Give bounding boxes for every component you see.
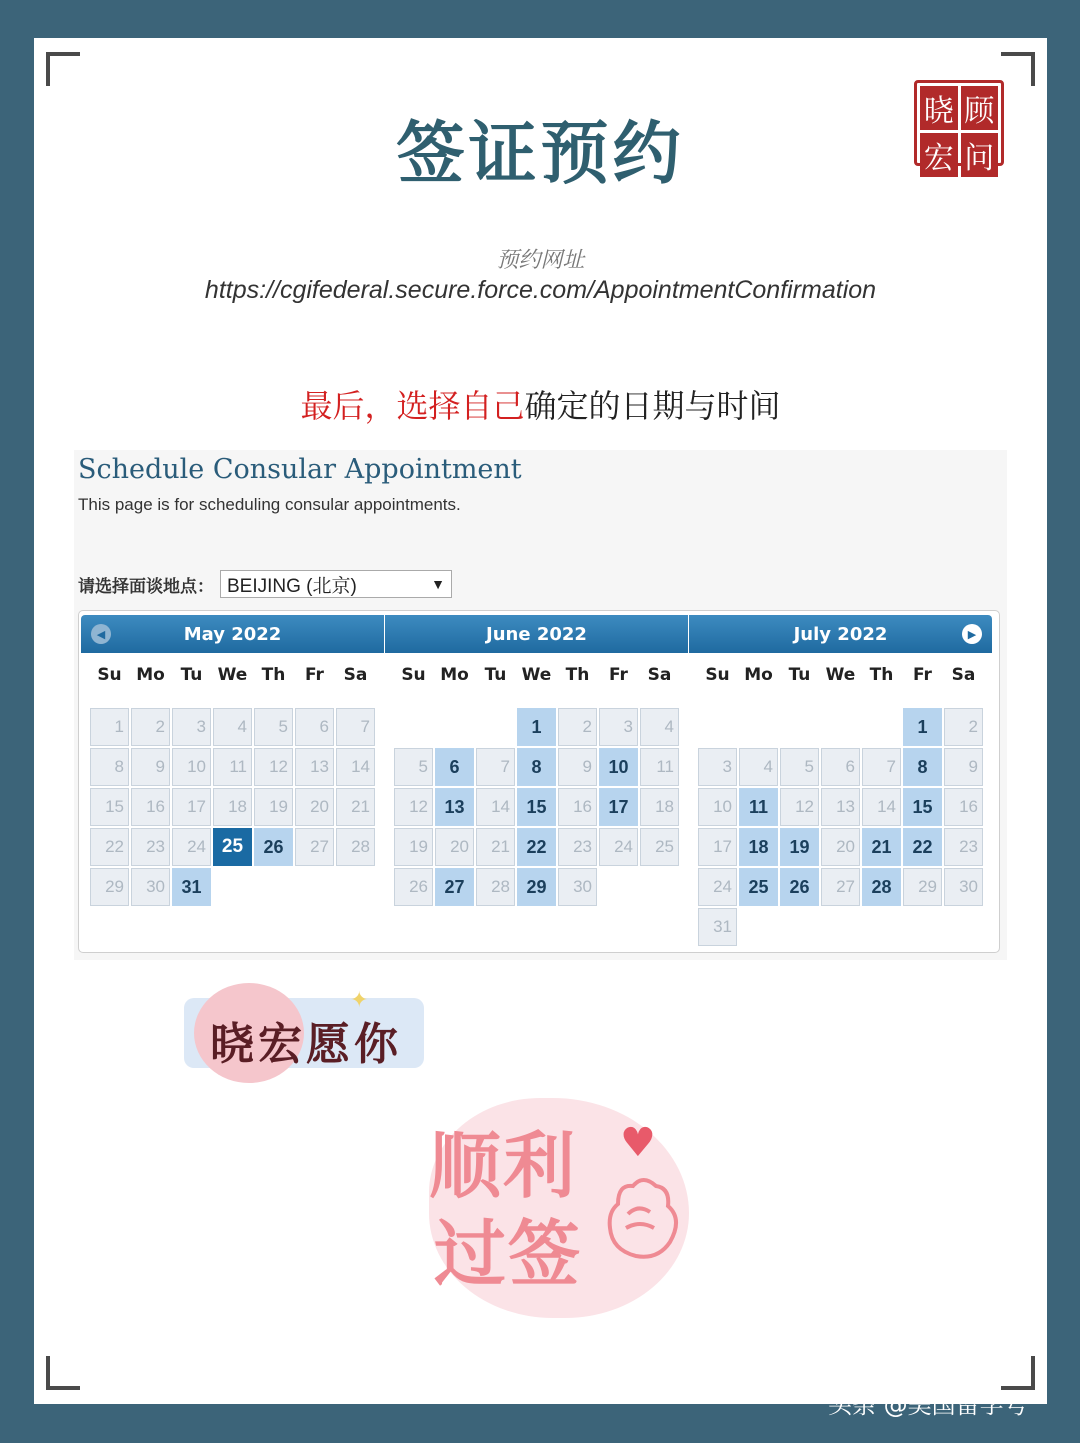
instruction-text	[34, 381, 1047, 427]
sparkle-icon: ✦	[350, 988, 369, 1013]
weekday-label: Sa	[951, 665, 976, 685]
day-disabled: 13	[295, 748, 334, 786]
day-disabled: 29	[90, 868, 129, 906]
lucky-line-1: 顺利	[429, 1124, 578, 1208]
wish-text: 晓宏愿你	[210, 1019, 402, 1070]
day-disabled: 2	[944, 708, 983, 746]
day-available[interactable]: 1	[903, 708, 942, 746]
day-disabled: 5	[780, 748, 819, 786]
chevron-down-icon: ▼	[431, 576, 445, 592]
day-disabled: 1	[90, 708, 129, 746]
weekday-label: We	[521, 665, 552, 685]
day-disabled: 24	[698, 868, 737, 906]
day-disabled: 11	[640, 748, 679, 786]
finger-heart-hand-icon	[598, 1164, 688, 1264]
brand-seal	[914, 80, 1004, 176]
weekday-label: Mo	[744, 665, 773, 685]
weekday-label: Sa	[647, 665, 672, 685]
prev-month-icon[interactable]: ◀	[91, 624, 111, 644]
weekday-label: Mo	[440, 665, 469, 685]
day-disabled: 16	[131, 788, 170, 826]
month-title: May 2022	[183, 623, 282, 645]
weekday-label: Sa	[343, 665, 368, 685]
day-disabled: 24	[172, 828, 211, 866]
instruction-highlight: 最后，选择自己	[300, 387, 525, 425]
day-disabled: 23	[131, 828, 170, 866]
day-disabled: 6	[821, 748, 860, 786]
day-disabled: 3	[698, 748, 737, 786]
day-disabled: 14	[476, 788, 515, 826]
day-available[interactable]: 22	[517, 828, 556, 866]
day-available[interactable]: 25	[739, 868, 778, 906]
day-disabled: 30	[944, 868, 983, 906]
day-disabled: 7	[476, 748, 515, 786]
day-disabled: 30	[558, 868, 597, 906]
day-grid	[393, 707, 688, 907]
day-disabled: 30	[131, 868, 170, 906]
day-available[interactable]: 18	[739, 828, 778, 866]
day-disabled: 10	[172, 748, 211, 786]
schedule-title: Schedule Consular Appointment	[78, 454, 522, 485]
weekday-label: Th	[565, 665, 590, 685]
day-disabled: 12	[394, 788, 433, 826]
day-disabled: 2	[131, 708, 170, 746]
day-available[interactable]: 21	[862, 828, 901, 866]
weekday-label: Tu	[484, 665, 507, 685]
day-disabled: 14	[862, 788, 901, 826]
calendar-month	[385, 615, 688, 907]
day-available[interactable]: 11	[739, 788, 778, 826]
corner-mark-top-left	[46, 52, 80, 86]
month-title: June 2022	[486, 623, 587, 645]
day-disabled: 10	[698, 788, 737, 826]
day-disabled: 12	[780, 788, 819, 826]
weekday-label: Fr	[913, 665, 932, 685]
next-month-icon[interactable]: ▶	[962, 624, 982, 644]
day-disabled: 12	[254, 748, 293, 786]
day-available[interactable]: 15	[903, 788, 942, 826]
instruction-rest: 确定的日期与时间	[524, 387, 781, 425]
month-title: July 2022	[793, 623, 888, 645]
weekday-header-row	[393, 665, 688, 687]
day-disabled: 14	[336, 748, 375, 786]
day-disabled: 28	[476, 868, 515, 906]
day-disabled: 28	[336, 828, 375, 866]
seal-char: 问	[961, 133, 999, 177]
corner-mark-top-right	[1001, 52, 1035, 86]
day-disabled: 7	[862, 748, 901, 786]
weekday-label: Su	[401, 665, 426, 685]
month-header	[385, 615, 688, 653]
day-disabled: 19	[254, 788, 293, 826]
day-available[interactable]: 8	[517, 748, 556, 786]
page-title: 签证预约	[396, 115, 685, 194]
day-available[interactable]: 1	[517, 708, 556, 746]
day-disabled: 4	[213, 708, 252, 746]
day-available[interactable]: 29	[517, 868, 556, 906]
weekday-label: We	[825, 665, 856, 685]
day-disabled: 23	[558, 828, 597, 866]
seal-char: 晓	[920, 86, 958, 130]
appointment-url[interactable]: https://cgifederal.secure.force.com/AppointmentConfirmation	[204, 276, 877, 304]
day-available[interactable]: 27	[435, 868, 474, 906]
day-disabled: 9	[558, 748, 597, 786]
day-available[interactable]: 13	[435, 788, 474, 826]
day-disabled: 8	[90, 748, 129, 786]
day-available[interactable]: 17	[599, 788, 638, 826]
day-available[interactable]: 10	[599, 748, 638, 786]
day-available[interactable]: 6	[435, 748, 474, 786]
day-disabled: 22	[90, 828, 129, 866]
day-disabled: 3	[599, 708, 638, 746]
day-disabled: 4	[640, 708, 679, 746]
day-disabled: 27	[821, 868, 860, 906]
calendar	[78, 610, 1000, 953]
weekday-header-row	[89, 665, 384, 687]
corner-mark-bottom-left	[46, 1356, 80, 1390]
weekday-label: Th	[869, 665, 894, 685]
day-available[interactable]: 26	[780, 868, 819, 906]
day-disabled: 18	[640, 788, 679, 826]
day-available[interactable]: 26	[254, 828, 293, 866]
calendar-month	[689, 615, 992, 947]
month-header	[81, 615, 384, 653]
seal-char: 顾	[961, 86, 999, 130]
day-disabled: 13	[821, 788, 860, 826]
day-disabled: 16	[558, 788, 597, 826]
location-select[interactable]	[220, 570, 452, 598]
day-disabled: 21	[476, 828, 515, 866]
day-available[interactable]: 31	[172, 868, 211, 906]
day-selected[interactable]: 25	[213, 828, 252, 866]
day-disabled: 23	[944, 828, 983, 866]
day-grid	[697, 707, 992, 947]
weekday-header-row	[697, 665, 992, 687]
day-disabled: 17	[698, 828, 737, 866]
day-disabled: 27	[295, 828, 334, 866]
day-grid	[89, 707, 384, 907]
day-disabled: 11	[213, 748, 252, 786]
day-disabled: 2	[558, 708, 597, 746]
day-disabled: 20	[295, 788, 334, 826]
schedule-subtitle: This page is for scheduling consular appointments.	[78, 495, 461, 514]
day-disabled: 9	[944, 748, 983, 786]
seal-char: 宏	[920, 133, 958, 177]
day-available[interactable]: 15	[517, 788, 556, 826]
weekday-label: Th	[261, 665, 286, 685]
location-row	[78, 570, 452, 598]
weekday-label: Su	[705, 665, 730, 685]
lucky-line-2: 过签	[434, 1212, 583, 1296]
day-disabled: 9	[131, 748, 170, 786]
month-header	[689, 615, 992, 653]
day-disabled: 6	[295, 708, 334, 746]
day-disabled: 20	[821, 828, 860, 866]
day-disabled: 17	[172, 788, 211, 826]
day-disabled: 31	[698, 908, 737, 946]
weekday-label: Mo	[136, 665, 165, 685]
heart-icon: ♥	[620, 1120, 656, 1166]
weekday-label: Fr	[609, 665, 628, 685]
url-label: 预约网址	[496, 248, 585, 273]
weekday-label: Tu	[180, 665, 203, 685]
day-disabled: 24	[599, 828, 638, 866]
day-available[interactable]: 22	[903, 828, 942, 866]
day-disabled: 26	[394, 868, 433, 906]
day-disabled: 21	[336, 788, 375, 826]
day-disabled: 3	[172, 708, 211, 746]
day-disabled: 15	[90, 788, 129, 826]
day-disabled: 5	[394, 748, 433, 786]
calendar-month	[81, 615, 384, 907]
footer-credit: 头条 @美国留学号	[828, 1391, 1028, 1419]
appointment-screenshot	[74, 450, 1007, 960]
day-disabled: 4	[739, 748, 778, 786]
day-disabled: 19	[394, 828, 433, 866]
location-value: BEIJING (北京)	[227, 575, 357, 597]
day-disabled: 20	[435, 828, 474, 866]
day-disabled: 5	[254, 708, 293, 746]
weekday-label: Fr	[305, 665, 324, 685]
day-disabled: 7	[336, 708, 375, 746]
weekday-label: Tu	[788, 665, 811, 685]
day-available[interactable]: 28	[862, 868, 901, 906]
location-label: 请选择面谈地点：	[78, 576, 214, 597]
day-disabled: 16	[944, 788, 983, 826]
day-disabled: 25	[640, 828, 679, 866]
poster-card	[34, 38, 1047, 1404]
day-available[interactable]: 19	[780, 828, 819, 866]
weekday-label: We	[217, 665, 248, 685]
day-disabled: 18	[213, 788, 252, 826]
weekday-label: Su	[97, 665, 122, 685]
day-available[interactable]: 8	[903, 748, 942, 786]
day-disabled: 29	[903, 868, 942, 906]
